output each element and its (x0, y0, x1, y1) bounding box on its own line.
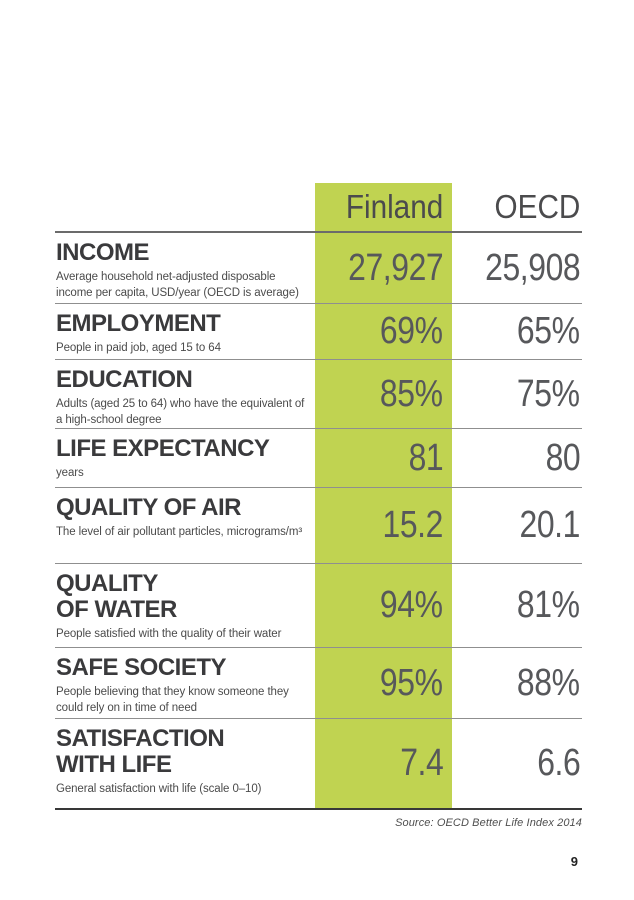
row-description: People satisfied with the quality of their water (56, 628, 282, 640)
oecd-value: 81% (517, 584, 580, 626)
row-title-line: EMPLOYMENT (56, 310, 221, 337)
row-title (56, 240, 307, 266)
row-title (56, 367, 307, 393)
oecd-value-cell (452, 310, 582, 353)
oecd-value-cell (452, 373, 582, 416)
table-row-satisfaction-with-life (55, 718, 582, 810)
header-spacer (55, 183, 315, 231)
row-description: People believing that they know someone they could rely on in time of need (56, 686, 289, 714)
finland-value-cell (315, 310, 452, 353)
finland-column-header-cell (315, 188, 452, 226)
row-title-line: INCOME (56, 239, 149, 266)
row-title-line: QUALITY (56, 570, 158, 597)
row-description: The level of air pollutant particles, micrograms/m³ (56, 526, 303, 538)
row-label-cell (55, 719, 315, 808)
finland-value: 69% (380, 310, 443, 352)
row-label-cell (55, 304, 315, 359)
finland-value: 95% (380, 661, 443, 704)
finland-value: 7.4 (399, 742, 443, 784)
table-row-income (55, 231, 582, 303)
row-title (56, 311, 307, 337)
oecd-value-cell (452, 247, 582, 290)
better-life-comparison-table (55, 183, 582, 810)
table-row-employment (55, 303, 582, 359)
finland-column-header: Finland (345, 188, 443, 225)
row-title (56, 495, 307, 521)
row-title-line: QUALITY OF AIR (56, 494, 241, 521)
row-title-line: OF WATER (56, 596, 177, 623)
oecd-value: 80 (545, 436, 580, 479)
finland-value-cell (315, 742, 452, 785)
finland-value-cell (315, 247, 452, 290)
table-row-life-expectancy (55, 428, 582, 487)
page-number: 9 (570, 854, 578, 869)
oecd-value-cell (452, 662, 582, 705)
row-title-line: SAFE SOCIETY (56, 654, 227, 681)
row-description: People in paid job, aged 15 to 64 (56, 342, 221, 354)
finland-value: 15.2 (382, 504, 443, 546)
finland-value: 94% (380, 584, 443, 626)
row-title (56, 726, 307, 778)
row-label-cell (55, 360, 315, 428)
table-row-quality-of-air (55, 487, 582, 563)
table-row-education (55, 359, 582, 428)
oecd-value: 88% (517, 661, 580, 704)
row-title-line: LIFE EXPECTANCY (56, 435, 270, 462)
oecd-value-cell (452, 437, 582, 480)
oecd-value: 20.1 (519, 504, 580, 546)
oecd-value: 25,908 (484, 246, 580, 289)
oecd-column-header-cell (452, 188, 582, 226)
finland-value-cell (315, 504, 452, 547)
oecd-column-header: OECD (494, 188, 580, 225)
finland-value-cell (315, 584, 452, 627)
row-title (56, 571, 307, 623)
oecd-value-cell (452, 742, 582, 785)
oecd-value-cell (452, 504, 582, 547)
row-description: Adults (aged 25 to 64) who have the equivalent of a high-school degree (56, 398, 305, 426)
finland-value-cell (315, 662, 452, 705)
row-label-cell (55, 564, 315, 647)
row-description: General satisfaction with life (scale 0–10) (56, 783, 262, 795)
oecd-value: 65% (517, 310, 580, 352)
finland-value-cell (315, 437, 452, 480)
oecd-value: 6.6 (536, 742, 580, 784)
row-description: years (56, 467, 84, 479)
table-header-row (55, 183, 582, 231)
row-title (56, 436, 307, 462)
row-label-cell (55, 233, 315, 303)
row-title-line: SATISFACTION (56, 725, 225, 752)
finland-value: 27,927 (347, 246, 443, 289)
finland-value: 81 (408, 436, 443, 479)
row-description: Average household net-adjusted disposable income per capita, USD/year (OECD is average) (56, 271, 299, 299)
oecd-value-cell (452, 584, 582, 627)
row-label-cell (55, 429, 315, 487)
oecd-value: 75% (517, 372, 580, 415)
row-label-cell (55, 488, 315, 563)
row-title-line: EDUCATION (56, 366, 193, 393)
source-note: Source: OECD Better Life Index 2014 (395, 817, 582, 829)
row-label-cell (55, 648, 315, 718)
row-title (56, 655, 307, 681)
table-row-quality-of-water (55, 563, 582, 647)
table-row-safe-society (55, 647, 582, 718)
row-title-line: WITH LIFE (56, 751, 172, 778)
finland-value: 85% (380, 372, 443, 415)
finland-value-cell (315, 373, 452, 416)
